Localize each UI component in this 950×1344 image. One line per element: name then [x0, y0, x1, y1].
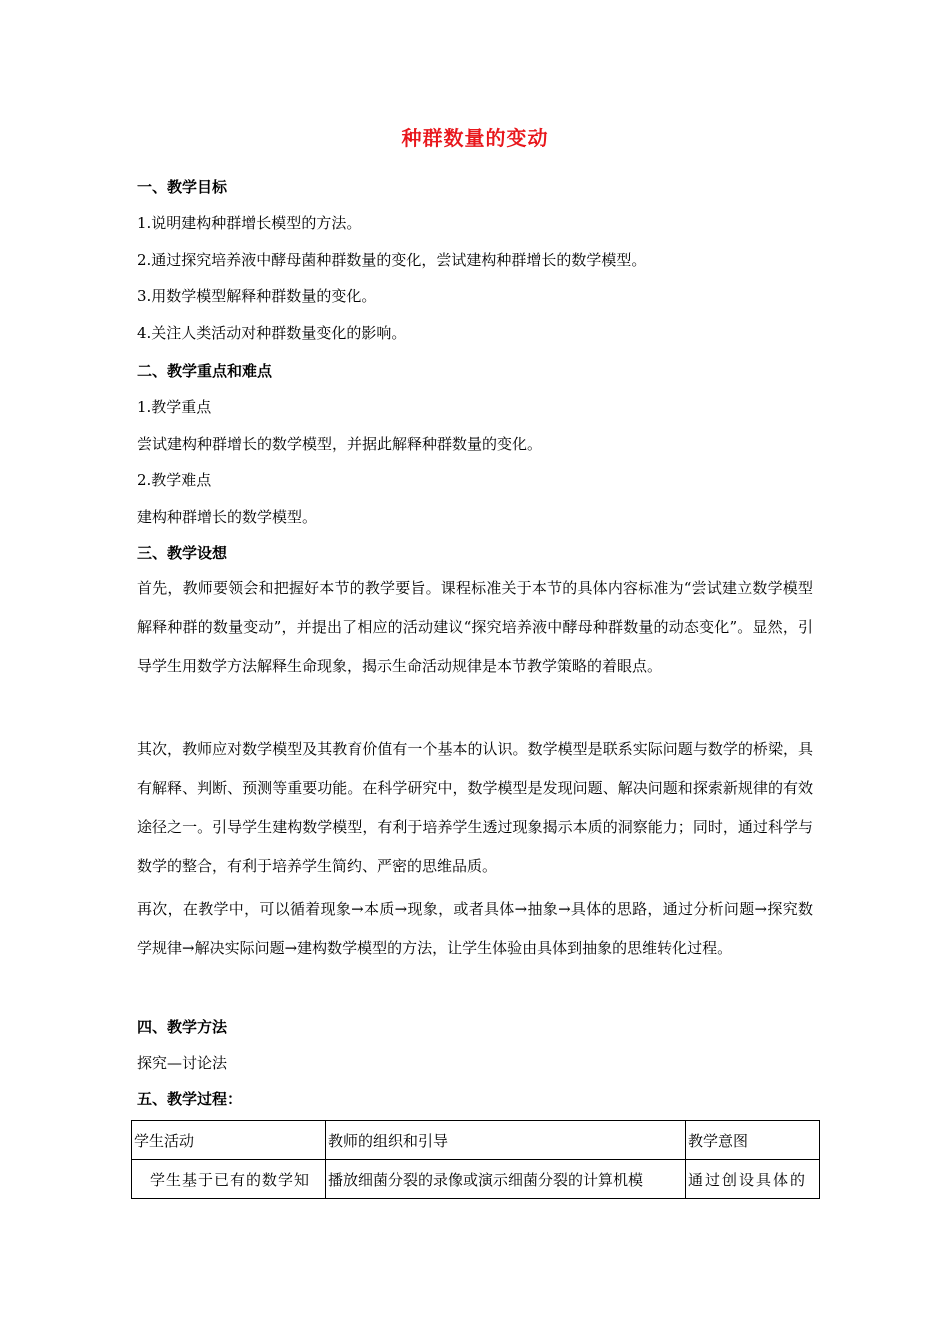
section-heading-objectives: 一、教学目标: [137, 178, 228, 196]
objective-item: 2.通过探究培养液中酵母菌种群数量的变化，尝试建构种群增长的数学模型。: [137, 251, 647, 269]
table-header-cell: 学生活动: [132, 1121, 326, 1160]
section-heading-focus: 二、教学重点和难点: [137, 362, 273, 380]
key-point-text: 尝试建构种群增长的数学模型，并据此解释种群数量的变化。: [137, 435, 543, 453]
table-row: [132, 1160, 820, 1199]
section-heading-method: 四、教学方法: [137, 1018, 228, 1036]
table-header-row: [132, 1121, 820, 1160]
table-cell: 播放细菌分裂的录像或演示细菌分裂的计算机模: [326, 1160, 686, 1199]
table-cell: 通过创设具体的: [686, 1160, 820, 1199]
section-heading-process: 五、教学过程：: [137, 1090, 243, 1108]
section-heading-design: 三、教学设想: [137, 544, 228, 562]
objective-item: 3.用数学模型解释种群数量的变化。: [137, 287, 377, 305]
design-paragraph-1: 首先，教师要领会和把握好本节的教学要旨。课程标准关于本节的具体内容标准为“尝试建立数学模型解释种群的数量变动”，并提出了相应的活动建议“探究培养液中酵母种群数量的动态变化”。显然，引导学生用数学方法解释生命现象，揭示生命活动规律是本节教学策略的着眼点。: [137, 579, 813, 675]
key-point-label: 1.教学重点: [137, 398, 212, 416]
objective-item: 1.说明建构种群增长模型的方法。: [137, 214, 362, 232]
process-table: [131, 1120, 820, 1199]
table-header-cell: 教师的组织和引导: [326, 1121, 686, 1160]
design-paragraph-3: 再次，在教学中，可以循着现象→本质→现象，或者具体→抽象→具体的思路，通过分析问题→探究数学规律→解决实际问题→建构数学模型的方法，让学生体验由具体到抽象的思维转化过程。: [137, 900, 813, 957]
design-paragraph-2: 其次，教师应对数学模型及其教育价值有一个基本的认识。数学模型是联系实际问题与数学的桥梁，具有解释、判断、预测等重要功能。在科学研究中，数学模型是发现问题、解决问题和探索新规律的有效途径之一。引导学生建构数学模型，有利于培养学生透过现象揭示本质的洞察能力；同时，通过科学与数学的整合，有利于培养学生简约、严密的思维品质。: [137, 740, 813, 875]
difficulty-text: 建构种群增长的数学模型。: [137, 508, 318, 526]
difficulty-label: 2.教学难点: [137, 471, 212, 489]
objective-item: 4.关注人类活动对种群数量变化的影响。: [137, 324, 407, 342]
document-title: 种群数量的变动: [401, 126, 549, 150]
table-cell: 学生基于已有的数学知: [132, 1160, 326, 1199]
method-text: 探究—讨论法: [137, 1054, 228, 1072]
table-header-cell: 教学意图: [686, 1121, 820, 1160]
